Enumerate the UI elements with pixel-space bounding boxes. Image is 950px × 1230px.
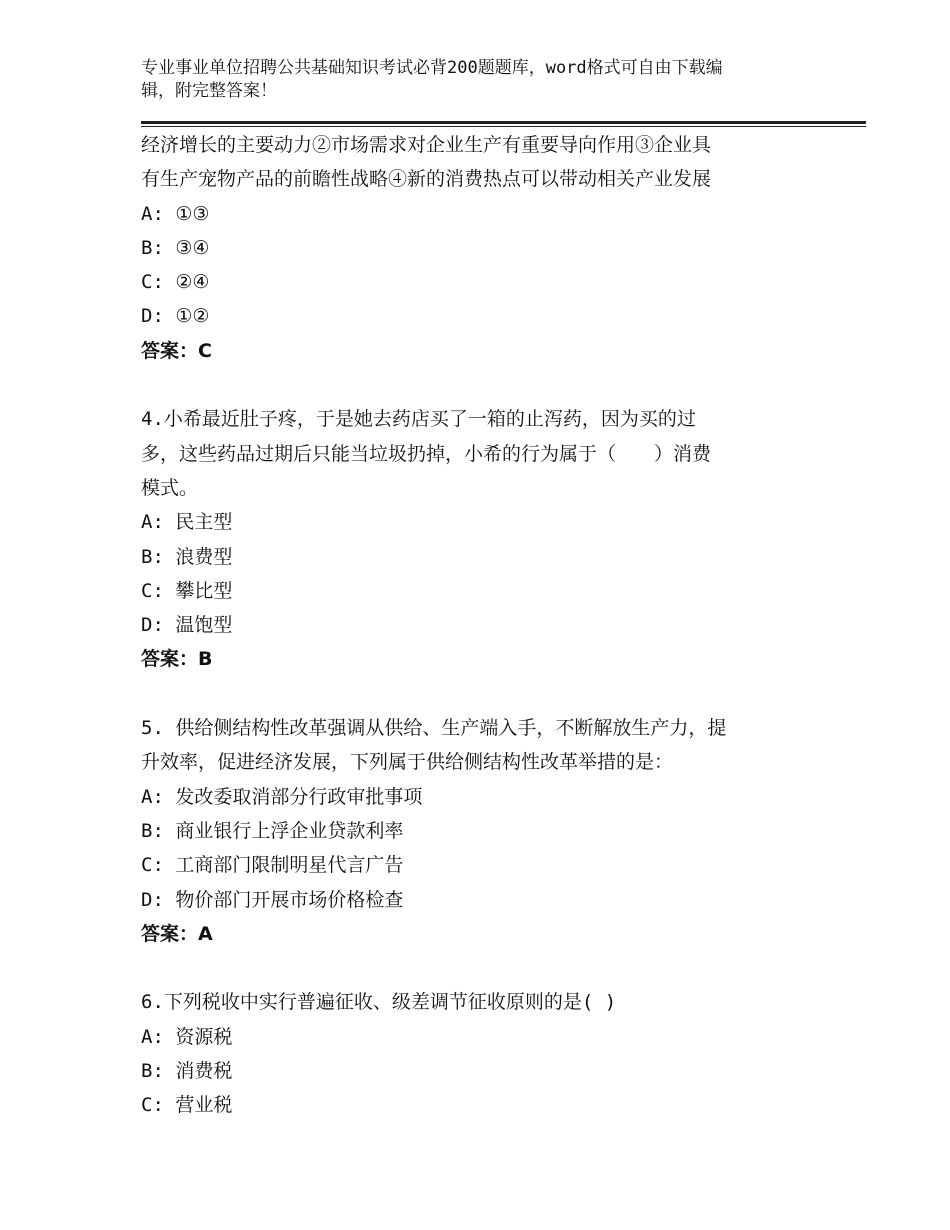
option-b: B: 浪费型 <box>141 545 233 568</box>
option-c: C: 营业税 <box>141 1094 233 1117</box>
question-text-line: 4.小希最近肚子疼，于是她去药店买了一箱的止泻药，因为买的过 <box>141 408 696 431</box>
question-text-line: 6.下列税收中实行普遍征收、级差调节征收原则的是( ) <box>141 991 617 1014</box>
option-b: B: ③④ <box>141 236 210 259</box>
answer-label: 答案：A <box>141 922 213 945</box>
option-c: C: ②④ <box>141 271 210 294</box>
question-4 <box>141 402 811 676</box>
option-b: B: 商业银行上浮企业贷款利率 <box>141 819 404 842</box>
question-6 <box>141 985 811 1122</box>
header-divider-thick <box>141 121 866 124</box>
header-line-1: 专业事业单位招聘公共基础知识考试必背200题题库，word格式可自由下载编 <box>141 58 723 78</box>
question-text-line: 经济增长的主要动力②市场需求对企业生产有重要导向作用③企业具 <box>141 134 712 156</box>
question-text-line: 模式。 <box>141 476 199 499</box>
header-line-2: 辑，附完整答案！ <box>141 81 277 101</box>
option-b: B: 消费税 <box>141 1060 233 1083</box>
question-text-line: 升效率，促进经济发展，下列属于供给侧结构性改革举措的是： <box>141 751 674 774</box>
question-text-line: 5. 供给侧结构性改革强调从供给、生产端入手，不断解放生产力，提 <box>141 717 727 740</box>
option-a: A: 发改委取消部分行政审批事项 <box>141 785 423 808</box>
option-d: D: 温饱型 <box>141 614 233 637</box>
answer-label: 答案：B <box>141 648 213 671</box>
option-a: A: 民主型 <box>141 511 233 534</box>
option-d: D: ①② <box>141 305 210 328</box>
question-text-line: 有生产宠物产品的前瞻性战略④新的消费热点可以带动相关产业发展 <box>141 168 712 191</box>
page-header <box>141 57 801 103</box>
option-c: C: 工商部门限制明星代言广告 <box>141 854 404 877</box>
question-5 <box>141 711 811 951</box>
header-divider-thin <box>141 126 866 127</box>
option-c: C: 攀比型 <box>141 579 233 602</box>
option-d: D: 物价部门开展市场价格检查 <box>141 888 404 911</box>
option-a: A: 资源税 <box>141 1025 233 1048</box>
question-text-line: 多，这些药品过期后只能当垃圾扔掉，小希的行为属于（ ）消费 <box>141 442 712 465</box>
question-continuation <box>141 128 811 368</box>
answer-label: 答案：C <box>141 339 212 362</box>
question-content <box>141 128 811 1123</box>
option-a: A: ①③ <box>141 202 210 225</box>
